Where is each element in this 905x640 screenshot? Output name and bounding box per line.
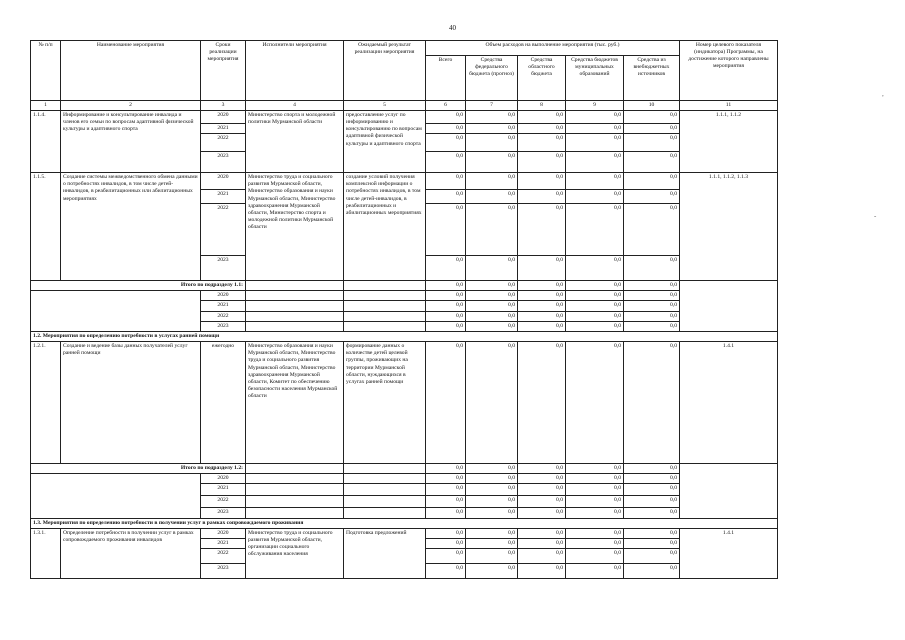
value-municipal: 0,0 [566, 111, 624, 124]
value-municipal: 0,0 [566, 496, 624, 508]
value-total: 0,0 [426, 321, 466, 331]
year-cell: 2020 [201, 291, 246, 301]
value-total: 0,0 [426, 549, 466, 564]
value-regional: 0,0 [518, 528, 566, 538]
col-number: 2 [61, 101, 201, 111]
value-regional: 0,0 [518, 124, 566, 134]
col-number: 7 [466, 101, 518, 111]
value-offbudget: 0,0 [624, 538, 680, 548]
value-municipal: 0,0 [566, 321, 624, 331]
year-cell: 2023 [201, 564, 246, 579]
value-municipal: 0,0 [566, 301, 624, 311]
value-regional: 0,0 [518, 321, 566, 331]
item-target: 1.1.1, 1.1.2, 1.1.3 [680, 173, 778, 281]
header-regional: Средства областного бюджета [518, 56, 566, 101]
value-federal: 0,0 [466, 124, 518, 134]
value-offbudget: 0,0 [624, 152, 680, 173]
value-municipal: 0,0 [566, 528, 624, 538]
value-municipal: 0,0 [566, 538, 624, 548]
value-total: 0,0 [426, 111, 466, 124]
col-number: 8 [518, 101, 566, 111]
expenses-table [30, 40, 778, 579]
value-regional: 0,0 [518, 549, 566, 564]
value-municipal: 0,0 [566, 256, 624, 281]
value-total: 0,0 [426, 301, 466, 311]
item-result: Подготовка предложений [344, 528, 426, 578]
year-cell: 2022 [201, 496, 246, 508]
year-cell: 2022 [201, 311, 246, 321]
value-offbudget: 0,0 [624, 204, 680, 256]
value-federal: 0,0 [466, 173, 518, 190]
value-offbudget: 0,0 [624, 321, 680, 331]
value-offbudget: 0,0 [624, 474, 680, 484]
value-federal: 0,0 [466, 508, 518, 518]
year-cell: 2023 [201, 256, 246, 281]
value-total: 0,0 [426, 291, 466, 301]
year-cell: 2021 [201, 538, 246, 548]
value-offbudget: 0,0 [624, 311, 680, 321]
item-target: 1.4.1 [680, 342, 778, 464]
year-cell: 2023 [201, 508, 246, 518]
year-cell: 2023 [201, 152, 246, 173]
value-federal: 0,0 [466, 321, 518, 331]
value-offbudget: 0,0 [624, 564, 680, 579]
value-total: 0,0 [426, 281, 466, 291]
year-cell: 2022 [201, 204, 246, 256]
value-offbudget: 0,0 [624, 508, 680, 518]
value-offbudget: 0,0 [624, 134, 680, 152]
item-executors: Министерство труда и социального развития Мурманской области, организации социального обслуживания населения [246, 528, 344, 578]
col-number: 6 [426, 101, 466, 111]
header-result: Ожидаемый результат реализации мероприятия [344, 41, 426, 101]
value-total: 0,0 [426, 464, 466, 474]
value-federal: 0,0 [466, 549, 518, 564]
value-regional: 0,0 [518, 301, 566, 311]
value-regional: 0,0 [518, 474, 566, 484]
col-number: 9 [566, 101, 624, 111]
item-executors: Министерство труда и социального развития Мурманской области, Министерство образования и науки Мурманской области, Министерство здравоохранения Мурманской области, Министерство спорта и молодежной политики Мурманской области [246, 173, 344, 281]
value-regional: 0,0 [518, 311, 566, 321]
item-target: 1.4.1 [680, 528, 778, 578]
year-cell: 2022 [201, 549, 246, 564]
year-cell: 2021 [201, 190, 246, 204]
item-number: 1.1.4. [31, 111, 61, 173]
header-offbudget: Средства из внебюджетных источников [624, 56, 680, 101]
value-federal: 0,0 [466, 496, 518, 508]
value-regional: 0,0 [518, 256, 566, 281]
header-target: Номер целевого показателя (индикатора) Программы, на достижение которого направлены мероприятия [680, 41, 778, 101]
year-cell: 2020 [201, 173, 246, 190]
value-federal: 0,0 [466, 311, 518, 321]
item-name: Создание и ведение базы данных получателей услуг ранней помощи [61, 342, 201, 464]
value-total: 0,0 [426, 256, 466, 281]
value-federal: 0,0 [466, 281, 518, 291]
value-regional: 0,0 [518, 496, 566, 508]
col-number: 5 [344, 101, 426, 111]
item-result: предоставление услуг по информированию и консультированию по вопросам адаптивной физической культуры и адаптивного спорта [344, 111, 426, 173]
value-total: 0,0 [426, 190, 466, 204]
value-offbudget: 0,0 [624, 111, 680, 124]
margin-mark: - [874, 212, 877, 220]
value-offbudget: 0,0 [624, 464, 680, 474]
header-terms: Сроки реализации мероприятия [201, 41, 246, 101]
value-municipal: 0,0 [566, 124, 624, 134]
value-offbudget: 0,0 [624, 291, 680, 301]
value-municipal: 0,0 [566, 152, 624, 173]
value-municipal: 0,0 [566, 484, 624, 496]
value-municipal: 0,0 [566, 204, 624, 256]
item-name: Определение потребности в получении услуг в рамках сопровождаемого проживания инвалидов [61, 528, 201, 578]
value-regional: 0,0 [518, 464, 566, 474]
value-municipal: 0,0 [566, 564, 624, 579]
value-federal: 0,0 [466, 204, 518, 256]
item-number: 1.1.5. [31, 173, 61, 281]
value-total: 0,0 [426, 484, 466, 496]
value-total: 0,0 [426, 496, 466, 508]
value-federal: 0,0 [466, 190, 518, 204]
value-regional: 0,0 [518, 291, 566, 301]
value-federal: 0,0 [466, 564, 518, 579]
section-heading: 1.2. Мероприятия по определению потребности в услугах ранней помощи [31, 331, 778, 341]
value-offbudget: 0,0 [624, 549, 680, 564]
item-name: Создание системы межведомственного обмена данными о потребностях инвалидов, в том числе детей-инвалидов, в реабилитационных или абилитационных мероприятиях [61, 173, 201, 281]
value-regional: 0,0 [518, 538, 566, 548]
header-municipal: Средства бюджетов муниципальных образований [566, 56, 624, 101]
year-cell: 2020 [201, 528, 246, 538]
value-municipal: 0,0 [566, 190, 624, 204]
item-number: 1.2.1. [31, 342, 61, 464]
value-regional: 0,0 [518, 484, 566, 496]
year-cell: 2020 [201, 111, 246, 124]
item-target: 1.1.1, 1.1.2 [680, 111, 778, 173]
value-municipal: 0,0 [566, 134, 624, 152]
value-offbudget: 0,0 [624, 281, 680, 291]
value-regional: 0,0 [518, 204, 566, 256]
value-offbudget: 0,0 [624, 496, 680, 508]
item-result: создание условий получения комплексной информации о потребностях инвалидов, в том числе детей-инвалидов, в реабилитационных и абилитационных мероприятиях [344, 173, 426, 281]
value-municipal: 0,0 [566, 508, 624, 518]
value-regional: 0,0 [518, 152, 566, 173]
section-heading: 1.3. Мероприятия по определению потребности в получении услуг в рамках сопровождаемого проживания [31, 518, 778, 528]
value-municipal: 0,0 [566, 291, 624, 301]
col-number: 10 [624, 101, 680, 111]
value-offbudget: 0,0 [624, 190, 680, 204]
header-no: № п/п [31, 41, 61, 101]
col-number: 1 [31, 101, 61, 111]
value-regional: 0,0 [518, 281, 566, 291]
item-name: Информирование и консультирование инвалида и членов его семьи по вопросам адаптивной физической культуры и адаптивного спорта [61, 111, 201, 173]
value-municipal: 0,0 [566, 342, 624, 464]
value-municipal: 0,0 [566, 173, 624, 190]
year-cell: 2021 [201, 484, 246, 496]
value-municipal: 0,0 [566, 281, 624, 291]
header-expenses: Объем расходов на выполнение мероприятия (тыс. руб.) [426, 41, 680, 56]
value-federal: 0,0 [466, 474, 518, 484]
value-total: 0,0 [426, 134, 466, 152]
value-total: 0,0 [426, 528, 466, 538]
item-executors: Министерство образования и науки Мурманской области, Министерство труда и социального развития Мурманской области, Министерство здравоохранения Мурманской области, Комитет по обеспечению безопасности населения Мурманской области [246, 342, 344, 464]
year-cell: 2021 [201, 124, 246, 134]
value-total: 0,0 [426, 538, 466, 548]
header-federal: Средства федерального бюджета (прогноз) [466, 56, 518, 101]
value-offbudget: 0,0 [624, 173, 680, 190]
item-term: ежегодно [201, 342, 246, 464]
year-cell: 2023 [201, 321, 246, 331]
value-regional: 0,0 [518, 342, 566, 464]
year-cell: 2021 [201, 301, 246, 311]
header-total: Всего [426, 56, 466, 101]
value-federal: 0,0 [466, 134, 518, 152]
value-municipal: 0,0 [566, 549, 624, 564]
year-cell: 2020 [201, 474, 246, 484]
subtotal-label: Итого по подразделу 1.1: [31, 281, 246, 291]
page-number: 40 [449, 24, 456, 32]
value-regional: 0,0 [518, 508, 566, 518]
value-municipal: 0,0 [566, 474, 624, 484]
header-name: Наименование мероприятия [61, 41, 201, 101]
value-federal: 0,0 [466, 484, 518, 496]
value-total: 0,0 [426, 508, 466, 518]
value-federal: 0,0 [466, 301, 518, 311]
value-total: 0,0 [426, 173, 466, 190]
item-number: 1.3.1. [31, 528, 61, 578]
value-federal: 0,0 [466, 342, 518, 464]
item-executors: Министерство спорта и молодежной политики Мурманской области [246, 111, 344, 173]
item-result: формирование данных о количестве детей целевой группы, проживающих на территории Мурманской области, нуждающихся в услугах ранней помощи [344, 342, 426, 464]
value-total: 0,0 [426, 342, 466, 464]
value-total: 0,0 [426, 474, 466, 484]
year-cell: 2022 [201, 134, 246, 152]
col-number: 4 [246, 101, 344, 111]
value-federal: 0,0 [466, 538, 518, 548]
value-offbudget: 0,0 [624, 484, 680, 496]
value-regional: 0,0 [518, 111, 566, 124]
value-total: 0,0 [426, 124, 466, 134]
col-number: 11 [680, 101, 778, 111]
value-offbudget: 0,0 [624, 124, 680, 134]
value-federal: 0,0 [466, 291, 518, 301]
value-federal: 0,0 [466, 152, 518, 173]
margin-mark: , [882, 90, 884, 98]
value-total: 0,0 [426, 204, 466, 256]
value-federal: 0,0 [466, 111, 518, 124]
value-federal: 0,0 [466, 256, 518, 281]
value-regional: 0,0 [518, 190, 566, 204]
value-regional: 0,0 [518, 564, 566, 579]
value-federal: 0,0 [466, 528, 518, 538]
value-federal: 0,0 [466, 464, 518, 474]
value-municipal: 0,0 [566, 311, 624, 321]
value-offbudget: 0,0 [624, 256, 680, 281]
value-offbudget: 0,0 [624, 342, 680, 464]
header-executors: Исполнители мероприятия [246, 41, 344, 101]
value-total: 0,0 [426, 311, 466, 321]
value-municipal: 0,0 [566, 464, 624, 474]
value-regional: 0,0 [518, 173, 566, 190]
value-offbudget: 0,0 [624, 301, 680, 311]
value-regional: 0,0 [518, 134, 566, 152]
subtotal-label: Итого по подразделу 1.2: [31, 464, 246, 474]
value-total: 0,0 [426, 564, 466, 579]
value-total: 0,0 [426, 152, 466, 173]
col-number: 3 [201, 101, 246, 111]
value-offbudget: 0,0 [624, 528, 680, 538]
